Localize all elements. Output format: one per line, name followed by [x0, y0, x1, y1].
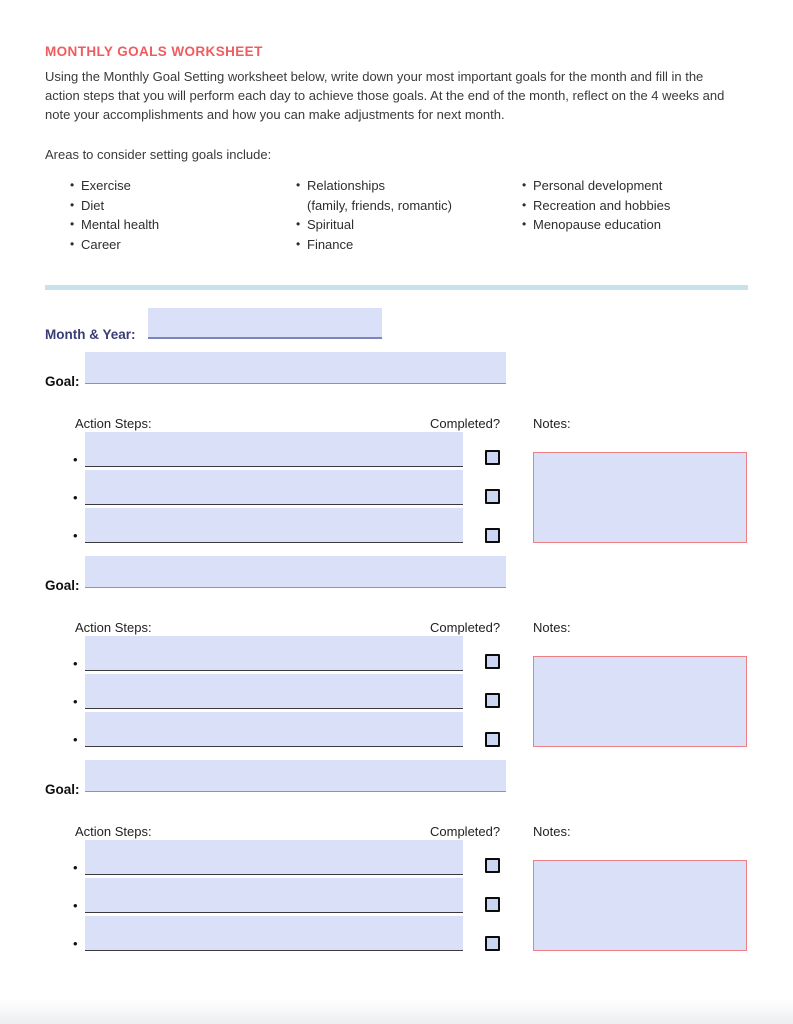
bullet-icon: •: [70, 217, 75, 232]
action-steps-label: Action Steps:: [75, 620, 152, 635]
bullet-icon: •: [70, 197, 75, 212]
completed-checkbox[interactable]: [485, 654, 500, 669]
bullet-icon: •: [70, 178, 75, 192]
action-step-input[interactable]: [85, 916, 463, 951]
area-label: Personal development: [533, 178, 663, 193]
goal-input-1[interactable]: [85, 352, 506, 384]
bullet-icon: •: [522, 178, 527, 192]
goal-areas-list: [70, 176, 748, 254]
goal-label: Goal:: [45, 578, 80, 593]
bullet-icon: •: [73, 860, 78, 875]
areas-heading: Areas to consider setting goals include:: [45, 147, 272, 162]
list-item: [296, 196, 522, 216]
notes-label: Notes:: [533, 416, 571, 431]
action-step-input[interactable]: [85, 712, 463, 747]
completed-checkbox[interactable]: [485, 858, 500, 873]
areas-column-1: [70, 176, 296, 254]
action-steps-label: Action Steps:: [75, 416, 152, 431]
bullet-icon: •: [522, 217, 527, 232]
month-year-input[interactable]: [148, 308, 382, 339]
area-label: Menopause education: [533, 217, 661, 233]
notes-textarea-1[interactable]: [533, 452, 747, 543]
area-label: Relationships: [307, 178, 386, 193]
bullet-icon: •: [70, 236, 75, 251]
completed-checkbox[interactable]: [485, 528, 500, 543]
list-item: [70, 176, 296, 196]
completed-checkbox[interactable]: [485, 897, 500, 912]
bullet-icon: •: [522, 197, 527, 212]
action-step-input[interactable]: [85, 508, 463, 543]
section-divider: [45, 285, 748, 290]
bullet-icon: •: [73, 898, 78, 913]
list-item: [522, 176, 748, 196]
completed-checkbox[interactable]: [485, 693, 500, 708]
bullet-icon: •: [73, 694, 78, 709]
action-step-input[interactable]: [85, 840, 463, 875]
notes-label: Notes:: [533, 620, 571, 635]
action-step-input[interactable]: [85, 674, 463, 709]
area-label: Finance: [307, 236, 354, 252]
bullet-icon: •: [296, 236, 301, 251]
list-item: [70, 196, 296, 216]
page-bottom-shade: [0, 1000, 793, 1024]
notes-textarea-3[interactable]: [533, 860, 747, 951]
list-item: [522, 215, 748, 235]
completed-checkbox[interactable]: [485, 936, 500, 951]
action-step-input[interactable]: [85, 432, 463, 467]
intro-paragraph: Using the Monthly Goal Setting worksheet below, write down your most important goals for the month and fill in the action steps that you will perform each day to achieve those goals. At the end of the month, reflect on the 4 weeks and note your accomplishments and how you can make adjustments for next month.: [45, 69, 725, 122]
notes-label: Notes:: [533, 824, 571, 839]
completed-label: Completed?: [430, 620, 501, 635]
bullet-icon: •: [73, 490, 78, 505]
action-steps-label: Action Steps:: [75, 824, 152, 839]
areas-column-3: [522, 176, 748, 254]
bullet-icon: •: [73, 732, 78, 747]
area-label: Recreation and hobbies: [533, 197, 671, 213]
bullet-icon: •: [296, 217, 301, 232]
bullet-icon: •: [73, 452, 78, 467]
completed-checkbox[interactable]: [485, 732, 500, 747]
month-year-label: Month & Year:: [45, 327, 136, 342]
action-step-input[interactable]: [85, 470, 463, 505]
bullet-icon: •: [73, 936, 78, 951]
area-label: Career: [81, 236, 121, 252]
list-item: [522, 196, 748, 216]
list-item: [70, 235, 296, 255]
completed-checkbox[interactable]: [485, 489, 500, 504]
goal-input-2[interactable]: [85, 556, 506, 588]
area-label: Spiritual: [307, 217, 354, 233]
area-label: Mental health: [81, 217, 160, 233]
goal-input-3[interactable]: [85, 760, 506, 792]
completed-label: Completed?: [430, 824, 501, 839]
goal-label: Goal:: [45, 374, 80, 389]
completed-checkbox[interactable]: [485, 450, 500, 465]
area-label: Diet: [81, 197, 105, 213]
action-step-input[interactable]: [85, 878, 463, 913]
action-step-input[interactable]: [85, 636, 463, 671]
list-item: [296, 235, 522, 255]
area-label: (family, friends, romantic): [307, 197, 452, 213]
completed-label: Completed?: [430, 416, 501, 431]
list-item: [70, 215, 296, 235]
list-item: [296, 215, 522, 235]
areas-column-2: [296, 176, 522, 254]
bullet-icon: •: [296, 178, 301, 192]
bullet-icon: •: [73, 656, 78, 671]
goal-label: Goal:: [45, 782, 80, 797]
bullet-icon: •: [73, 528, 78, 543]
area-label: Exercise: [81, 178, 131, 193]
list-item: [296, 176, 522, 196]
page-title: MONTHLY GOALS WORKSHEET: [45, 44, 263, 59]
notes-textarea-2[interactable]: [533, 656, 747, 747]
